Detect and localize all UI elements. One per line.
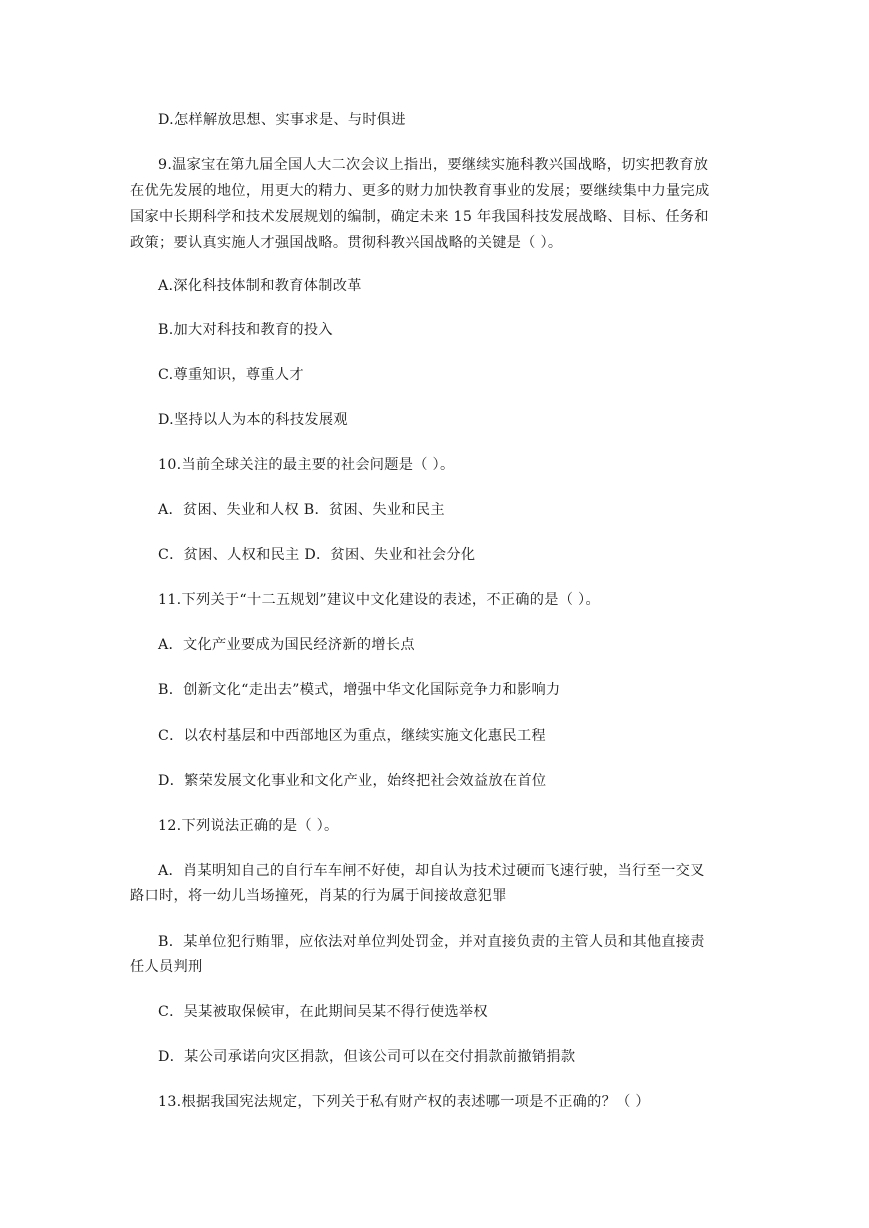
option-12a-line-1: A．肖某明知自己的自行车车闸不好使，却自认为技术过硬而飞速行驶，当行至一交叉 [158, 863, 705, 879]
option-9c: C.尊重知识，尊重人才 [158, 367, 304, 383]
option-9a: A.深化科技体制和教育体制改革 [158, 278, 362, 294]
question-9-line-1: 9.温家宝在第九届全国人大二次会议上指出，要继续实施科教兴国战略，切实把教育放 [158, 157, 709, 173]
question-10: 10.当前全球关注的最主要的社会问题是（ ）。 [158, 457, 455, 473]
question-13: 13.根据我国宪法规定，下列关于私有财产权的表述哪一项是不正确的？（ ） [158, 1094, 650, 1110]
question-9-line-3: 国家中长期科学和技术发展规划的编制，确定未来 15 年我国科技发展战略、目标、任务和 [130, 209, 709, 225]
options-10ab: A．贫困、失业和人权 B．贫困、失业和民主 [158, 502, 445, 518]
option-11b: B．创新文化“走出去”模式，增强中华文化国际竞争力和影响力 [158, 682, 561, 698]
question-9-line-4: 政策；要认真实施人才强国战略。贯彻科教兴国战略的关键是（ ）。 [130, 235, 563, 251]
option-9d: D.坚持以人为本的科技发展观 [158, 412, 348, 428]
option-12a-line-2: 路口时，将一幼儿当场撞死，肖某的行为属于间接故意犯罪 [130, 888, 507, 904]
option-11c: C．以农村基层和中西部地区为重点，继续实施文化惠民工程 [158, 728, 546, 744]
options-10cd: C．贫困、人权和民主 D．贫困、失业和社会分化 [158, 547, 476, 563]
option-11d: D．繁荣发展文化事业和文化产业，始终把社会效益放在首位 [158, 773, 547, 789]
option-12b-line-1: B．某单位犯行贿罪，应依法对单位判处罚金，并对直接负责的主管人员和其他直接责 [158, 934, 705, 950]
question-12: 12.下列说法正确的是（ ）。 [158, 818, 339, 834]
option-8d: D.怎样解放思想、实事求是、与时俱进 [158, 112, 406, 128]
option-12c: C．吴某被取保候审，在此期间吴某不得行使选举权 [158, 1004, 488, 1020]
option-11a: A．文化产业要成为国民经济新的增长点 [158, 637, 415, 653]
option-9b: B.加大对科技和教育的投入 [158, 322, 333, 338]
question-11: 11.下列关于“十二五规划”建议中文化建设的表述，不正确的是（ ）。 [158, 592, 600, 608]
option-12b-line-2: 任人员判刑 [130, 959, 203, 975]
question-9-line-2: 在优先发展的地位，用更大的精力、更多的财力加快教育事业的发展；要继续集中力量完成 [130, 183, 710, 199]
option-12d: D．某公司承诺向灾区捐款，但该公司可以在交付捐款前撤销捐款 [158, 1049, 576, 1065]
